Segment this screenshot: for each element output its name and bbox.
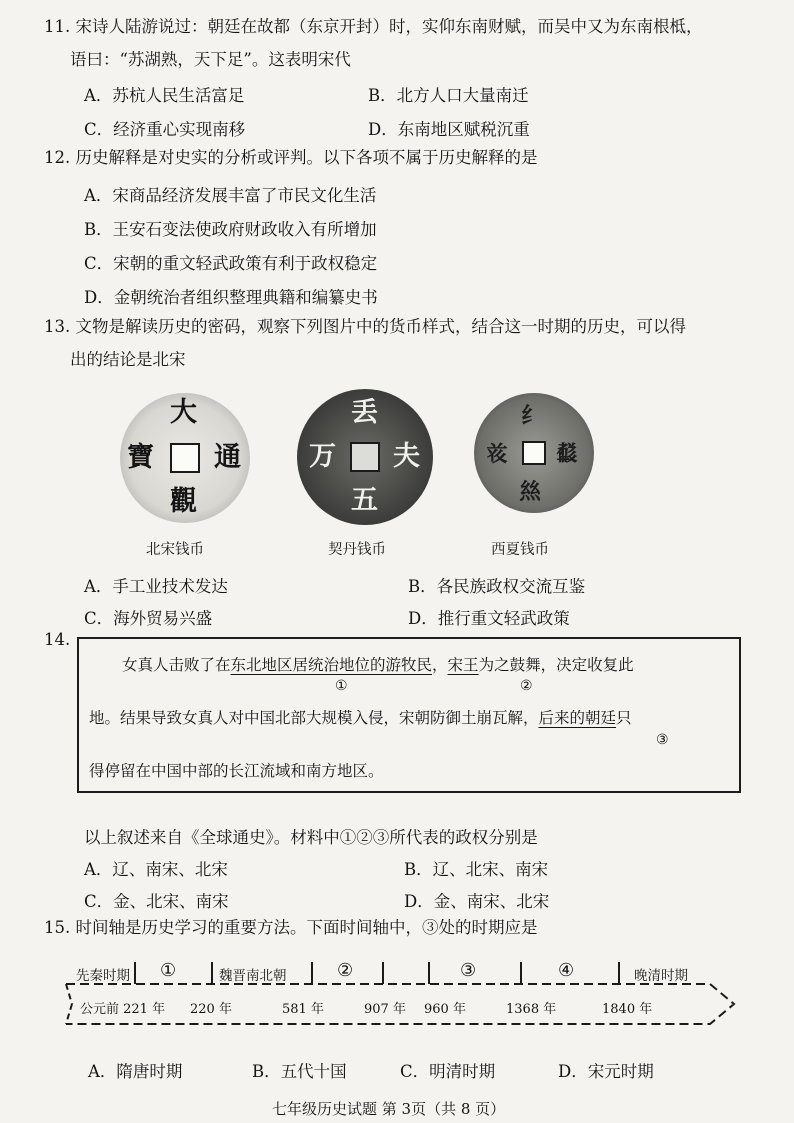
underline-2: 宋王 (447, 656, 479, 674)
timeline-tick (618, 962, 620, 984)
q13-option-a[interactable]: A．手工业技术发达 (84, 577, 228, 596)
timeline-year: 1840 年 (602, 1002, 653, 1017)
coin-char-top: 纟 (521, 403, 544, 429)
q11-option-a[interactable]: A．苏杭人民生活富足 (84, 86, 245, 105)
timeline-period-pre-qin: 先秦时期 (76, 968, 130, 984)
q11-option-b[interactable]: B．北方人口大量南迁 (368, 86, 529, 105)
page-footer: 七年级历史试题 第 3页（共 8 页） (272, 1100, 506, 1118)
question-12-stem: 12. 历史解释是对史实的分析或评判。以下各项不属于历史解释的是 (44, 148, 538, 167)
q15-option-c[interactable]: C．明清时期 (400, 1062, 496, 1081)
timeline-tick (211, 962, 213, 984)
timeline-tick (382, 962, 384, 984)
q15-option-d[interactable]: D．宋元时期 (558, 1062, 654, 1081)
q11-option-c[interactable]: C．经济重心实现南移 (84, 120, 246, 139)
timeline-year: 220 年 (190, 1002, 232, 1017)
coin-caption-khitan: 契丹钱币 (328, 542, 386, 558)
timeline-tick (428, 962, 430, 984)
timeline-year: 960 年 (424, 1002, 466, 1017)
timeline-period-4: ④ (558, 960, 575, 981)
q12-option-c[interactable]: C．宋朝的重文轻武政策有利于政权稳定 (84, 254, 378, 273)
marker-2: ② (520, 678, 533, 694)
question-11-stem-cont: 语曰：“苏湖熟，天下足”。这表明宋代 (70, 50, 351, 69)
timeline-year: 公元前 221 年 (80, 1002, 166, 1017)
q15-option-b[interactable]: B．五代十国 (252, 1062, 347, 1081)
question-13-stem: 13. 文物是解读历史的密码，观察下列图片中的货币样式，结合这一时期的历史，可以得 (44, 317, 686, 336)
question-15-stem: 15. 时间轴是历史学习的重要方法。下面时间轴中，③处的时期应是 (44, 918, 538, 937)
coin-char-right: 𘝢 (556, 441, 579, 467)
coin-char-left: 𘝞 (486, 441, 509, 467)
underline-1: 东北地区居统治地位的游牧民 (230, 656, 433, 674)
coin-char-bottom: 𢇁 (519, 479, 542, 505)
question-11-stem: 11. 宋诗人陆游说过：朝廷在故都（东京开封）时，实仰东南财赋，而吴中又为东南根柢， (44, 17, 703, 36)
timeline-year: 1368 年 (506, 1002, 557, 1017)
q12-option-b[interactable]: B．王安石变法使政府财政收入有所增加 (84, 220, 377, 239)
timeline-tick (311, 962, 313, 984)
q11-option-d[interactable]: D．东南地区赋税沉重 (368, 120, 530, 139)
q14-material-line-2: 地。结果导致女真人对中国北部大规模入侵，宋朝防御土崩瓦解，后来的朝廷只 (89, 709, 632, 727)
coin-char-left: 寶 (127, 442, 154, 473)
q14-material-line-1: 女真人击败了在东北地区居统治地位的游牧民，宋王为之鼓舞，决定收复此 (122, 656, 634, 674)
underline-3: 后来的朝廷 (538, 709, 617, 727)
coin-char-bottom: 觀 (170, 486, 197, 517)
coin-char-right: 通 (214, 442, 241, 473)
coin-caption-western-xia: 西夏钱币 (491, 542, 549, 558)
marker-1: ① (335, 678, 348, 694)
q12-option-a[interactable]: A．宋商品经济发展丰富了市民文化生活 (84, 186, 377, 205)
q12-option-d[interactable]: D．金朝统治者组织整理典籍和编纂史书 (84, 288, 378, 307)
timeline-tick (134, 962, 136, 984)
coin-char-bottom: 五 (351, 485, 378, 516)
q13-option-b[interactable]: B．各民族政权交流互鉴 (408, 577, 586, 596)
timeline-year: 581 年 (282, 1002, 324, 1017)
question-13-stem-cont: 出的结论是北宋 (70, 350, 186, 369)
q14-material-line-3: 得停留在中国中部的长江流域和南方地区。 (89, 762, 384, 780)
timeline-period-1: ① (160, 960, 177, 981)
q14-option-b[interactable]: B．辽、北宋、南宋 (404, 860, 549, 879)
timeline-tick (520, 962, 522, 984)
coin-caption-northern-song: 北宋钱币 (146, 542, 204, 558)
coin-char-top: 丢 (351, 397, 378, 428)
question-14-number: 14. (44, 630, 71, 649)
timeline-period-3: ③ (460, 960, 477, 981)
marker-3: ③ (656, 732, 669, 748)
timeline-period-2: ② (337, 960, 354, 981)
q15-option-a[interactable]: A．隋唐时期 (88, 1062, 183, 1081)
q14-question-stem: 以上叙述来自《全球通史》。材料中①②③所代表的政权分别是 (84, 828, 538, 847)
q14-option-a[interactable]: A．辽、南宋、北宋 (84, 860, 228, 879)
q13-option-d[interactable]: D．推行重文轻武政策 (408, 609, 570, 628)
coin-char-right: 夫 (393, 441, 420, 472)
q14-option-d[interactable]: D．金、南宋、北宋 (404, 892, 550, 911)
timeline-year: 907 年 (364, 1002, 406, 1017)
q13-option-c[interactable]: C．海外贸易兴盛 (84, 609, 213, 628)
coin-char-left: 万 (309, 441, 336, 472)
coin-char-top: 大 (170, 397, 197, 428)
q14-option-c[interactable]: C．金、北宋、南宋 (84, 892, 229, 911)
timeline-period-wei-jin: 魏晋南北朝 (219, 968, 287, 984)
timeline-period-late-qing: 晚清时期 (634, 968, 688, 984)
